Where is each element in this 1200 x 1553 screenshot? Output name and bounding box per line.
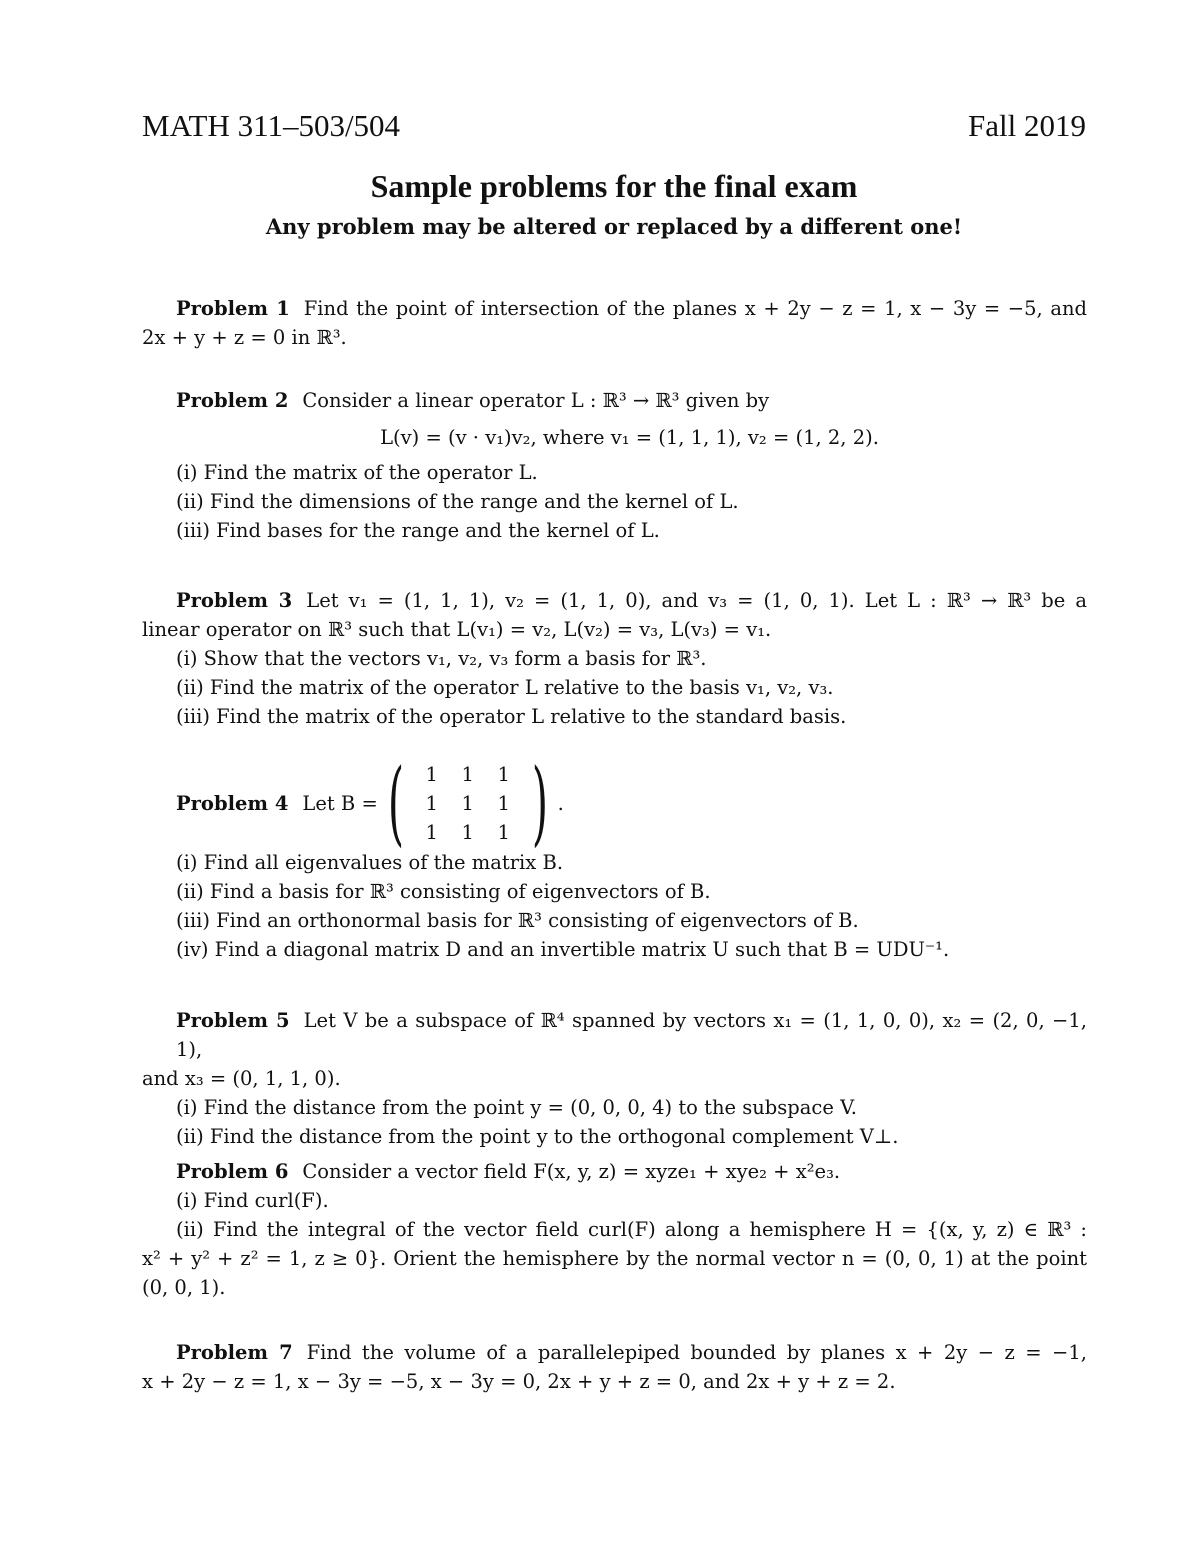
matrix-entry: 1 [461,820,474,844]
left-paren-icon: ( [387,749,404,856]
problem-2-part-iii: (iii) Find bases for the range and the kernel of L. [176,519,660,542]
problem-2-intro-line [142,386,1087,415]
problem-5-part-i: (i) Find the distance from the point y = (0, 0, 0, 4) to the subspace V. [176,1096,857,1119]
problem-6 [142,1157,1087,1302]
matrix-entry: 1 [425,791,438,815]
term: Fall 2019 [968,108,1086,143]
problem-4-matrix-line [142,749,1087,856]
problem-label: Problem 6 [176,1160,289,1183]
problem-4-intro: Let B = [302,791,378,815]
problem-label: Problem 4 [176,791,289,815]
course-code: MATH 311–503/504 [142,108,401,143]
problem-6-part-ii-end: (0, 0, 1). [142,1276,226,1299]
problem-2-part-i: (i) Find the matrix of the operator L. [176,461,538,484]
matrix-entry: 1 [497,820,510,844]
problem-3-line2: linear operator on ℝ³ such that L(v₁) = v₂, L(v₂) = v₃, L(v₃) = v₁. [142,618,772,641]
page-subtitle: Any problem may be altered or replaced by a different one! [265,214,963,239]
problem-2 [142,386,1087,545]
problem-4-part-iii: (iii) Find an orthonormal basis for ℝ³ consisting of eigenvectors of B. [176,909,859,932]
problem-6-part-ii-cont: x² + y² + z² = 1, z ≥ 0}. Orient the hemisphere by the normal vector n = (0, 0, 1) at the point [142,1247,1087,1270]
problem-4-part-iv: (iv) Find a diagonal matrix D and an invertible matrix U such that B = UDU⁻¹. [176,938,950,961]
problem-2-part-ii: (ii) Find the dimensions of the range and the kernel of L. [176,490,739,513]
problem-4 [142,749,1087,964]
matrix-entry: 1 [461,762,474,786]
problem-3-part-iii: (iii) Find the matrix of the operator L relative to the standard basis. [176,705,847,728]
problem-3-part-ii: (ii) Find the matrix of the operator L relative to the basis v₁, v₂, v₃. [176,676,834,699]
problem-5-line1 [142,1006,1087,1064]
right-paren-icon: ) [531,749,548,856]
problem-6-intro-line [142,1157,1087,1186]
problem-6-intro: Consider a vector field F(x, y, z) = xyze₁ + xye₂ + x²e₃. [302,1160,841,1183]
matrix-entry: 1 [497,762,510,786]
problem-6-part-ii: (ii) Find the integral of the vector field curl(F) along a hemisphere H = {(x, y, z) ∈ ℝ³ : [176,1218,1087,1241]
problem-label: Problem 3 [176,589,293,612]
problem-3-part-i: (i) Show that the vectors v₁, v₂, v₃ form a basis for ℝ³. [176,647,707,670]
problem-4-part-ii: (ii) Find a basis for ℝ³ consisting of eigenvectors of B. [176,880,711,903]
problem-1 [142,294,1087,352]
problem-4-period: . [557,791,564,815]
problem-3-text: Let v₁ = (1, 1, 1), v₂ = (1, 1, 0), and v₃ = (1, 0, 1). Let L : ℝ³ → ℝ³ be a [306,589,1087,612]
problem-5-part-ii: (ii) Find the distance from the point y to the orthogonal complement V⊥. [176,1125,899,1148]
problem-5 [142,1006,1087,1151]
problem-label: Problem 2 [176,389,289,412]
problem-3 [142,586,1087,731]
problem-5-text: Let V be a subspace of ℝ⁴ spanned by vectors x₁ = (1, 1, 0, 0), x₂ = (2, 0, −1, 1), [176,1009,1087,1061]
matrix-b [414,760,522,847]
problem-7-line2: x + 2y − z = 1, x − 3y = −5, x − 3y = 0, 2x + y + z = 0, and 2x + y + z = 2. [142,1370,896,1393]
problem-label: Problem 1 [176,297,290,320]
problem-4-part-i: (i) Find all eigenvalues of the matrix B. [176,851,564,874]
problem-7-text: Find the volume of a parallelepiped bounded by planes x + 2y − z = −1, [306,1341,1088,1364]
problem-1-line1 [142,294,1087,323]
problem-7-line1 [142,1338,1087,1367]
problem-5-line2: and x₃ = (0, 1, 1, 0). [142,1067,341,1090]
problem-label: Problem 7 [176,1341,293,1364]
problem-1-line2: 2x + y + z = 0 in ℝ³. [142,326,347,349]
matrix-entry: 1 [497,791,510,815]
page-title: Sample problems for the final exam [370,168,858,204]
problem-2-display-equation: L(v) = (v · v₁)v₂, where v₁ = (1, 1, 1), v₂ = (1, 2, 2). [380,426,879,449]
matrix-entry: 1 [461,791,474,815]
problem-1-text: Find the point of intersection of the planes x + 2y − z = 1, x − 3y = −5, and [303,297,1087,320]
problem-3-line1 [142,586,1087,615]
problem-label: Problem 5 [176,1009,290,1032]
matrix-entry: 1 [425,820,438,844]
matrix-entry: 1 [425,762,438,786]
problem-6-part-i: (i) Find curl(F). [176,1189,329,1212]
problem-7 [142,1338,1087,1396]
problem-2-intro: Consider a linear operator L : ℝ³ → ℝ³ given by [302,389,770,412]
